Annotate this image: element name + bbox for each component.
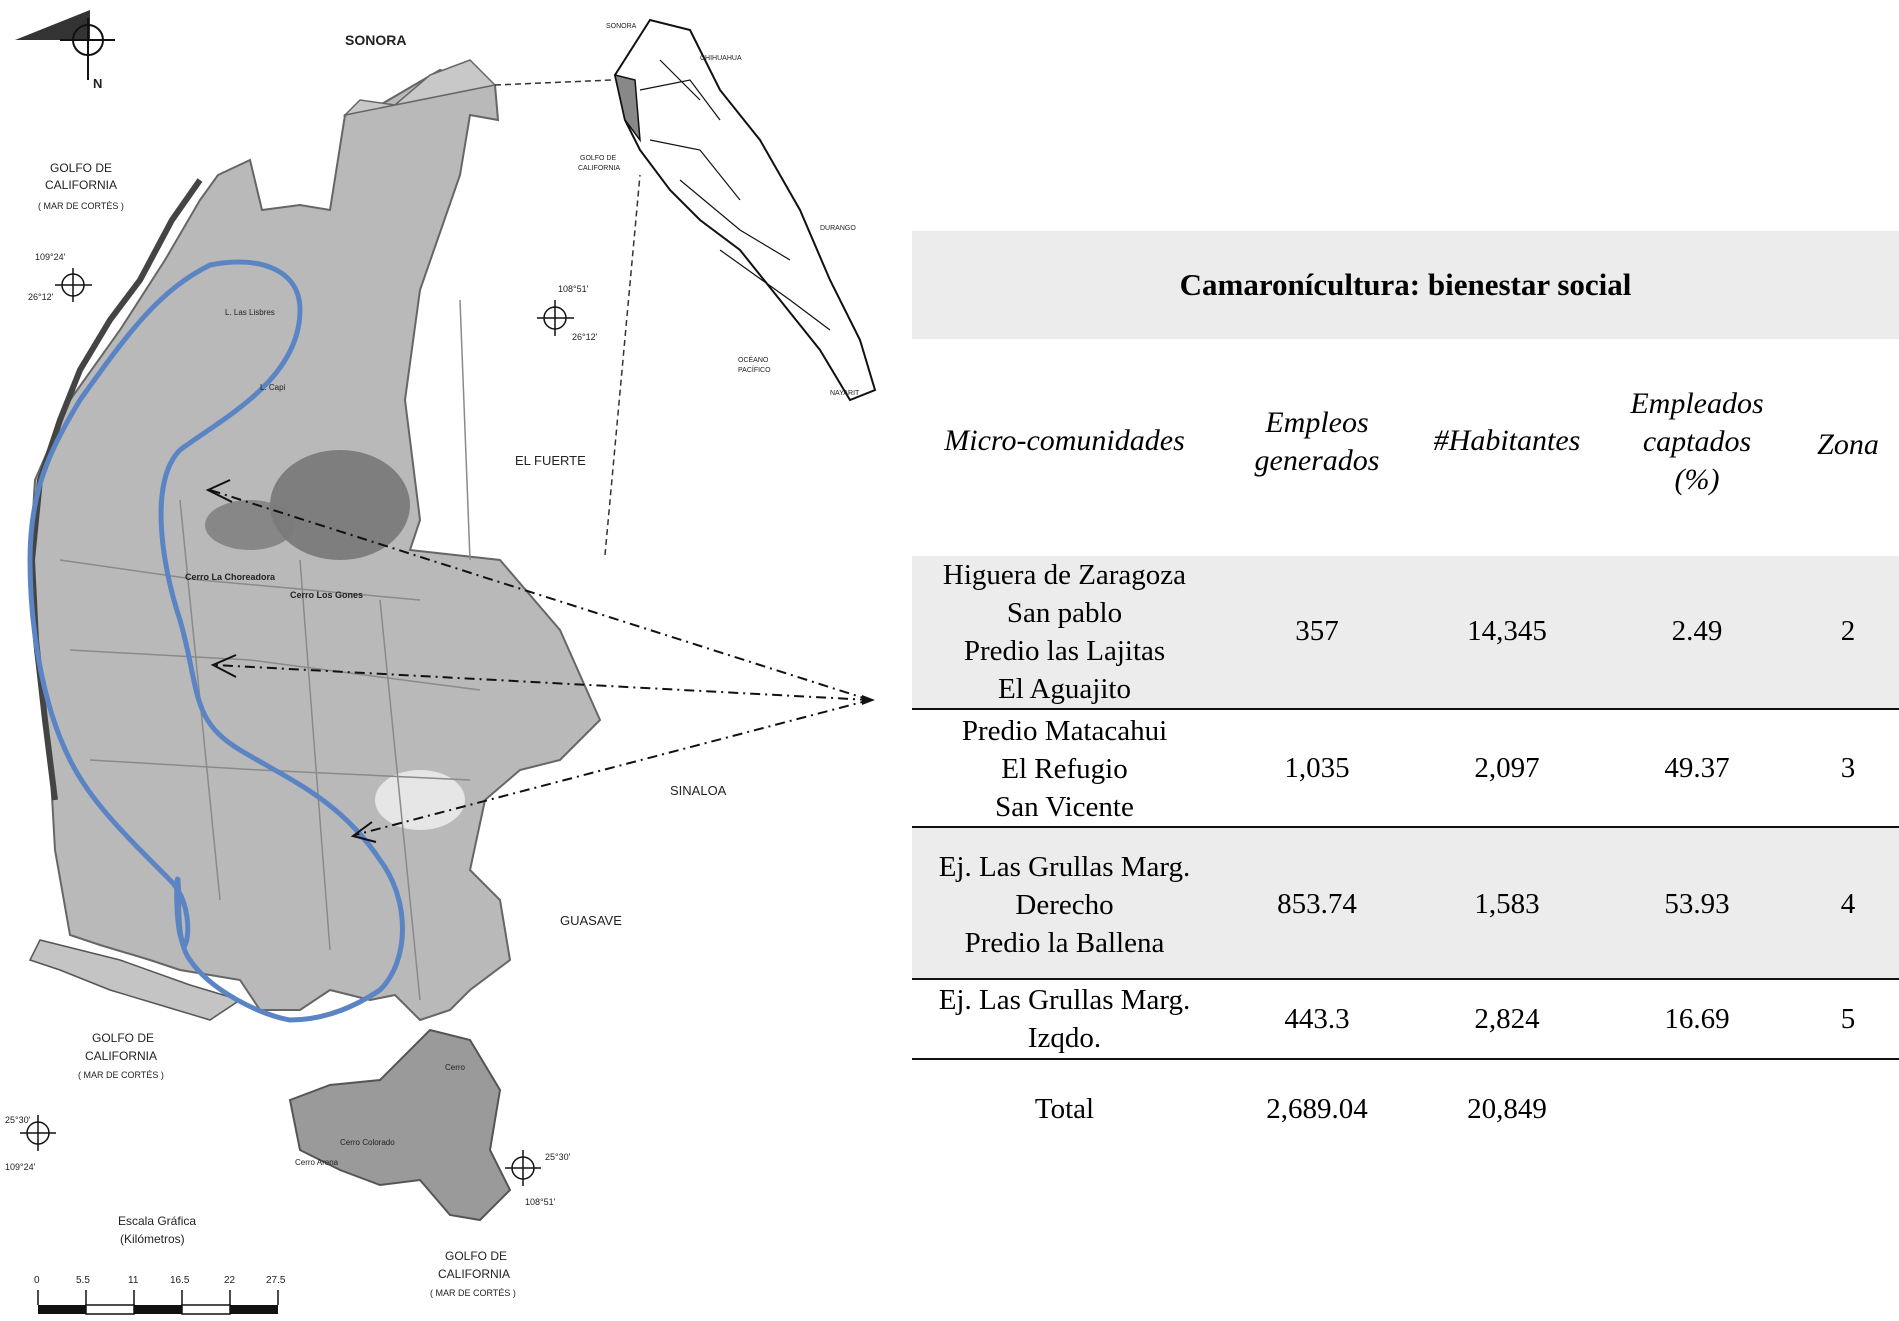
row-divider [912,1058,1899,1060]
table-cell-zona: 5 [1840,1003,1856,1035]
row-divider [912,708,1899,710]
scale-bar [38,1290,278,1314]
inset-label: NAYARIT [830,390,860,397]
row-divider [912,978,1899,980]
table-cell-zona: 3 [1840,752,1856,784]
total-empleos: 2,689.04 [1266,1093,1368,1125]
header-text: captados [1642,425,1752,458]
comunidad: San pablo [1006,597,1123,629]
inset-label: OCÉANO [738,357,769,364]
coord-label: 108°51' [525,1197,556,1207]
label-golfo-nw-3: ( MAR DE CORTÉS ) [38,201,124,211]
scale-tick: 22 [224,1275,236,1286]
coord-label: 25°30' [5,1115,31,1125]
header-zona [1797,426,1899,464]
header-text: generados [1254,444,1380,477]
header-habitantes [1417,422,1597,460]
table-cell-captados: 2.49 [1671,615,1723,647]
inset-guide [605,175,640,555]
comunidad: Izqdo. [1027,1022,1102,1054]
comunidad: Ej. Las Grullas Marg. [938,984,1191,1016]
table-title: Camaronícultura: bienestar social [912,231,1899,339]
header-empleados-captados [1597,385,1797,499]
table-cell-habitantes: 2,824 [1474,1003,1540,1035]
scale-tick: 5.5 [76,1275,90,1286]
table-cell-empleos: 1,035 [1284,752,1350,784]
inset-label: DURANGO [820,225,856,232]
table-cell-captados: 53.93 [1664,888,1730,920]
table-cell-zona: 2 [1840,615,1856,647]
comunidad: Predio la Ballena [964,927,1165,959]
label-golfo-nw-2: CALIFORNIA [45,178,118,192]
scale-unit: (Kilómetros) [120,1232,185,1246]
comunidad: San Vicente [995,791,1134,823]
table-cell-habitantes: 1,583 [1474,888,1540,920]
label-golfo-s-2: CALIFORNIA [438,1267,511,1281]
inset-map [615,20,875,400]
table-cell-captados: 16.69 [1664,1003,1730,1035]
scale-tick: 27.5 [266,1275,286,1286]
label-sonora: SONORA [345,32,407,48]
coord-label: 25°30' [545,1152,571,1162]
comunidad: Predio Matacahui [961,715,1168,747]
study-area-map [0,0,880,1321]
header-text: (%) [1674,463,1720,496]
table-cell-empleos: 443.3 [1284,1003,1350,1035]
label-golfo-sw-3: ( MAR DE CORTÉS ) [78,1070,164,1080]
row-divider [912,826,1899,828]
inset-label: PACÍFICO [738,367,771,374]
label-golfo-s-1: GOLFO DE [445,1249,508,1263]
place-label: Cerro Arena [295,1158,339,1167]
place-label: L. Capi [260,383,286,392]
southern-islands [290,1030,510,1220]
coord-label: 108°51' [558,284,589,294]
header-text: Empleados [1630,387,1764,420]
scale-tick: 16.5 [170,1275,190,1286]
comunidad: Derecho [1015,889,1114,921]
table-cell-zona: 4 [1840,888,1856,920]
scale-title: Escala Gráfica [118,1214,197,1228]
inset-label: CHIHUAHUA [700,55,742,62]
header-micro-comunidades [912,422,1217,460]
header-text: Zona [1817,428,1879,461]
total-habitantes: 20,849 [1467,1093,1547,1125]
label-golfo-sw-1: GOLFO DE [92,1031,155,1045]
comunidad: Higuera de Zaragoza [942,559,1187,591]
inset-state-outline [615,20,875,400]
table-cell-habitantes: 14,345 [1467,615,1547,647]
inset-label: CALIFORNIA [578,165,621,172]
label-golfo-sw-2: CALIFORNIA [85,1049,158,1063]
table-cell-comunidades [912,981,1217,1057]
header-empleos-generados [1217,404,1417,480]
table-cell-empleos: 357 [1295,615,1339,647]
label-golfo-nw-1: GOLFO DE [50,161,113,175]
place-label: Cerro [445,1063,466,1072]
total-label: Total [1034,1093,1095,1125]
coord-label: 109°24' [5,1162,36,1172]
coord-label: 109°24' [35,252,66,262]
place-label: Cerro La Choreadora [185,572,276,582]
place-label: Cerro Los Gones [290,590,364,600]
comunidad: El Refugio [1001,753,1128,785]
table-cell-comunidades [912,712,1217,826]
table-cell-comunidades [912,556,1217,708]
label-guasave: GUASAVE [560,913,622,928]
inset-guide [495,80,612,85]
label-sinaloa: SINALOA [670,783,727,798]
north-label: N [93,76,103,91]
scale-tick: 0 [34,1275,40,1286]
comunidad: El Aguajito [998,673,1131,705]
comunidad: Predio las Lajitas [963,635,1166,667]
table-panel [912,0,1899,1321]
table-cell-habitantes: 2,097 [1474,752,1540,784]
sierra-patch [270,450,410,560]
header-text: #Habitantes [1433,424,1581,457]
header-text: Empleos [1265,406,1369,439]
table-cell-comunidades [912,848,1217,962]
arrow-tip-marker [862,695,875,705]
coord-label: 26°12' [28,292,54,302]
sierra-patch [205,500,295,550]
place-label: L. Las Lisbres [225,308,275,317]
scale-tick: 11 [128,1275,139,1286]
map-panel [0,0,880,1321]
comunidad: Ej. Las Grullas Marg. [938,851,1191,883]
north-arrow [15,10,115,80]
table-cell-empleos: 853.74 [1277,888,1357,920]
header-text: Micro-comunidades [944,424,1185,457]
inset-label: GOLFO DE [580,155,617,162]
coord-label: 26°12' [572,332,598,342]
table-cell-captados: 49.37 [1664,752,1730,784]
inset-label: SONORA [606,23,637,30]
place-label: Cerro Colorado [340,1138,395,1147]
label-golfo-s-3: ( MAR DE CORTÉS ) [430,1288,516,1298]
label-el-fuerte: EL FUERTE [515,453,586,468]
